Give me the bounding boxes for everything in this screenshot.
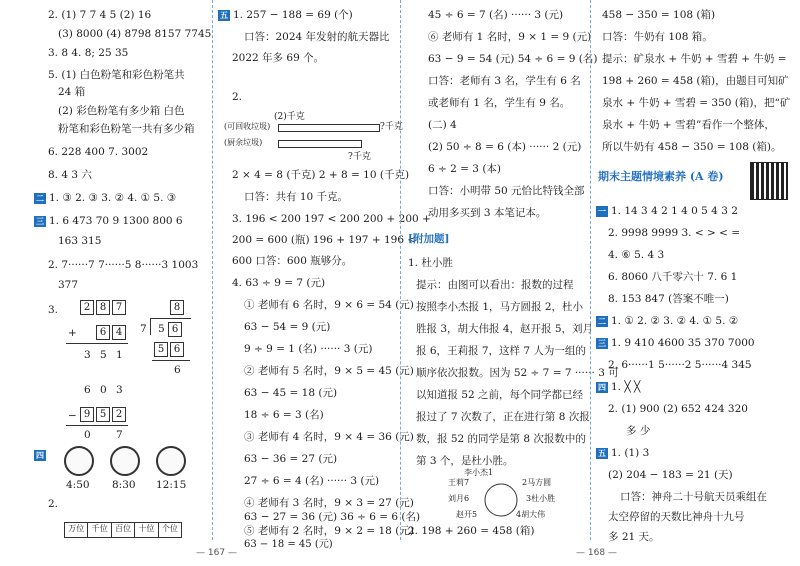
digit: 7	[140, 323, 147, 335]
answer-line: 600 口答：600 瓶够分。	[232, 255, 353, 267]
digit: 6	[84, 384, 91, 396]
hint-line: 顺序依次报数。因为 52 ÷ 7 = 7 ······ 3 可	[416, 367, 619, 379]
hint-line: 按照李小杰报 1，马方圆报 2，杜小	[416, 301, 584, 313]
answer-line: 粉笔和彩色粉笔一共有多少箱	[58, 123, 195, 135]
digit-box: 6	[96, 325, 110, 340]
answer-text: 1. ╳ ╳	[611, 381, 641, 393]
answer-line: 6. 228 400 7. 3002	[48, 146, 149, 158]
difference-line	[66, 425, 128, 426]
answer-line: 多 21 天。	[608, 531, 660, 543]
section-tag: 三	[36, 217, 44, 226]
abacus	[64, 522, 182, 538]
answer-line: 2. (1) 7 7 4 5 (2) 16	[48, 9, 152, 21]
answer-line: 口答：共有 10 千克。	[244, 191, 349, 203]
clock-icon	[64, 446, 94, 476]
answer-line: 口答：小明带 50 元恰比特钱全部	[428, 185, 585, 197]
clock-icon	[156, 446, 186, 476]
minus-sign: −	[68, 410, 77, 422]
answer-line: 口答：2024 年发射的航天器比	[244, 31, 390, 43]
bar-segment	[278, 124, 380, 132]
circle-label: 赵开5	[456, 510, 478, 519]
digit-box: 8	[170, 300, 184, 315]
abacus-label: 万位	[65, 523, 88, 537]
bar-segment	[278, 140, 362, 148]
digit-box: 6	[168, 322, 182, 337]
answer-line: 2 × 4 = 8 (千克) 2 + 8 = 10 (千克)	[232, 169, 410, 181]
digit-box: 6	[170, 342, 184, 357]
answer-line: 5. (1) 白色粉笔和彩色粉笔共	[48, 69, 185, 81]
hint-line: 泉水 + 牛奶 + 雪碧”看作一个整体，	[602, 119, 775, 131]
hint-line: 报过了 7 次数了，正在进行第 8 次报	[416, 411, 590, 423]
answer-line: 口答：老师有 3 名，学生有 6 名	[428, 75, 581, 87]
answer-line: 3.	[48, 304, 59, 316]
answer-line: 2. 7······7 7······5 8······3 1003	[48, 259, 199, 271]
section-marker	[34, 448, 49, 462]
digit: 7	[116, 429, 123, 441]
answer-line: 63 − 27 = 36 (元) 36 ÷ 6 = 6 (名)	[244, 511, 421, 523]
digit: 0	[84, 429, 91, 441]
circle-label: 王莉7	[448, 478, 470, 487]
answer-line: 2. 6······1 5······2 5······4 345	[608, 359, 752, 371]
answer-line: 2. 9998 9999 3. < > < =	[608, 227, 741, 239]
abacus-label: 十位	[135, 523, 158, 537]
answer-line: 动用多买到 3 本笔记本。	[428, 207, 547, 219]
answer-line: 2.	[48, 498, 59, 510]
answer-line: (2) 彩色粉笔有多少箱 白色	[58, 105, 185, 117]
plus-sign: +	[68, 327, 77, 339]
digit: 5	[158, 323, 165, 335]
answer-line: ② 老师有 5 名时，9 × 5 = 45 (元)	[244, 365, 414, 377]
clock-label: 8:30	[112, 479, 136, 491]
page-number: — 168 —	[576, 548, 617, 558]
answer-line: ④ 老师有 3 名时，9 × 3 = 27 (元)	[244, 497, 414, 509]
answer-line: 3. 196 < 200 197 < 200 200 + 200 +	[232, 213, 431, 225]
answer-line	[596, 446, 649, 460]
sum-line	[66, 343, 128, 344]
circle-label: 2马方圆	[522, 478, 552, 487]
hint-line: 提示：矿泉水 + 牛奶 + 雪碧 + 牛奶 =	[602, 53, 787, 65]
hint-line: 数，报 52 的同学是第 8 次报数中的	[416, 433, 586, 445]
figure-label: (2)千克	[274, 112, 305, 122]
answer-line	[34, 191, 176, 205]
digit-box: 9	[80, 407, 94, 422]
figure-label: ?千克	[380, 122, 403, 132]
digit: 3	[84, 349, 91, 361]
answer-line: ⑤ 老师有 2 名时，9 × 2 = 18 (元)	[244, 525, 414, 537]
figure-label: (可回收垃圾)	[224, 122, 271, 131]
hint-line: 提示：由图可以看出：报数的过程	[416, 279, 574, 291]
answer-line: 2022 年多 69 个。	[232, 52, 325, 64]
answer-line	[596, 314, 738, 328]
section-tag: 一	[598, 207, 606, 216]
answer-line: 4. 63 ÷ 9 = 7 (元)	[232, 277, 326, 289]
abacus-label: 百位	[112, 523, 135, 537]
answer-line: ⑥ 老师有 1 名时，9 × 1 = 9 (元)	[428, 31, 592, 43]
answer-line: 200 = 600 (瓶) 196 + 197 + 196 <	[232, 234, 417, 246]
answer-line: 458 − 350 = 108 (箱)	[602, 9, 716, 21]
answer-text: 1. ③ 2. ③ 3. ② 4. ① 5. ③	[49, 192, 177, 204]
clock-label: 12:15	[156, 479, 187, 491]
hint-line: 泉水 + 牛奶 + 雪碧 = 350 (箱)，把“矿	[602, 97, 791, 109]
section-tag: 四	[36, 451, 44, 460]
section-title: 期末主题情境素养 (A 卷)	[598, 170, 724, 183]
answer-line	[596, 336, 755, 350]
column-divider	[590, 0, 591, 540]
column-4	[596, 0, 796, 545]
column-divider	[400, 0, 401, 540]
answer-line	[34, 214, 183, 228]
hint-line: 第 3 个，是杜小胜。	[416, 455, 514, 467]
digit-box: 2	[112, 407, 126, 422]
answer-line: (二) 4	[428, 119, 457, 131]
answer-line: (3) 8000 (4) 8798 8157 7745	[58, 28, 212, 40]
digit-box: 8	[96, 300, 110, 315]
section-tag: 二	[36, 194, 44, 203]
qr-code-icon	[750, 162, 788, 200]
answer-line: 63 − 54 = 9 (元)	[244, 321, 331, 333]
answer-line: 63 − 45 = 18 (元)	[244, 387, 338, 399]
abacus-label: 个位	[161, 524, 178, 533]
answer-line: 63 − 18 = 45 (元)	[244, 539, 333, 550]
answer-line: 8. 4 3 六	[48, 169, 92, 181]
circle-label: 李小杰1	[464, 468, 494, 477]
answer-line: 或老师有 1 名，学生有 9 名。	[428, 97, 571, 109]
section-tag: 五	[220, 11, 228, 20]
answer-line: 8. 153 847 (答案不唯一)	[608, 293, 729, 305]
answer-line: 377	[58, 279, 79, 291]
section-tag: 二	[598, 317, 606, 326]
abacus-label: 千位	[88, 523, 111, 537]
answer-line	[596, 204, 738, 218]
digit-box: 5	[154, 342, 168, 357]
figure-label: ?千克	[348, 152, 371, 162]
digit: 1	[116, 349, 123, 361]
digit-box: 7	[112, 300, 126, 315]
hint-line: 报 6，王莉报 7，这样 7 人为一组的	[416, 345, 586, 357]
answer-line: 多 少	[626, 425, 651, 437]
answer-line: 3. 8 4. 8; 25 35	[48, 47, 129, 59]
clock-icon	[110, 446, 140, 476]
section-tag: 四	[598, 383, 606, 392]
answer-line: 9 ÷ 9 = 1 (名) ······ 3 (元)	[244, 343, 373, 355]
answer-line: 1. 杜小胜	[408, 257, 453, 269]
answer-line: 163 315	[58, 235, 102, 247]
answer-line: 2. (1) 900 (2) 652 424 320	[608, 403, 748, 415]
answer-line: 6. 8060 八千零六十 7. 6 1	[608, 271, 738, 283]
circle-label: 3杜小胜	[526, 494, 556, 503]
answer-line: 63 − 9 = 54 (元) 54 ÷ 6 = 9 (名)	[428, 53, 598, 65]
page-number: — 167 —	[196, 548, 237, 558]
answer-line: 4. ⑥ 5. 4 3	[608, 249, 665, 261]
answer-line: 2.	[232, 91, 243, 103]
digit: 5	[100, 349, 107, 361]
answer-line: 太空停留的天数比神舟十九号	[608, 511, 745, 523]
column-1	[28, 0, 212, 545]
digit: 3	[116, 384, 123, 396]
digit: 6	[174, 364, 181, 376]
answer-line: 2. 198 + 260 = 458 (箱)	[408, 525, 535, 537]
answer-line: ① 老师有 6 名时，9 × 6 = 54 (元)	[244, 299, 414, 311]
answer-text: 1. ① 2. ② 3. ② 4. ① 5. ②	[611, 315, 739, 327]
answer-text: 1. 14 3 4 2 1 4 0 5 4 3 2	[611, 205, 738, 217]
answer-line: ③ 老师有 4 名时，9 × 4 = 36 (元)	[244, 431, 414, 443]
circle-label: 刘月6	[448, 494, 470, 503]
digit: 0	[100, 384, 107, 396]
column-3	[404, 0, 619, 545]
section-title: [附加题]	[408, 233, 450, 245]
column-divider	[212, 0, 213, 540]
answer-line: 口答：牛奶有 108 箱。	[602, 31, 713, 43]
answer-text: 1. 257 − 188 = 69 (个)	[233, 9, 353, 21]
hint-line: 胜报 3，胡大伟报 4，赵开报 5，刘月	[416, 323, 594, 335]
answer-line: 27 ÷ 6 = 4 (名) ······ 3 (元)	[244, 475, 380, 487]
answer-line: 63 − 36 = 27 (元)	[244, 453, 338, 465]
answer-line: 18 ÷ 6 = 3 (名)	[244, 409, 324, 421]
hint-line: 198 + 260 = 458 (箱)，由题目可知矿	[602, 75, 789, 87]
division-line	[152, 360, 190, 361]
answer-line: 口答：神舟二十号航天员乘组在	[620, 491, 767, 503]
answer-text: 1. 9 410 4600 35 370 7000	[611, 337, 755, 349]
circle-label: 4胡大伟	[516, 510, 546, 519]
hint-line: 以知道报 52 之前，每个同学都已经	[416, 389, 584, 401]
answer-line	[218, 8, 353, 22]
figure-label: (厨余垃圾)	[224, 138, 263, 147]
answer-text: 1. (1) 3	[611, 447, 650, 459]
answer-line	[596, 380, 640, 394]
answer-line: 6 ÷ 2 = 3 (本)	[428, 163, 502, 175]
digit-box: 5	[96, 407, 110, 422]
answer-line: 24 箱	[58, 86, 86, 98]
answer-line: 45 ÷ 6 = 7 (名) ······ 3 (元)	[428, 9, 564, 21]
answer-line: (2) 50 ÷ 8 = 6 (本) ······ 2 (元)	[428, 141, 582, 153]
digit-box: 2	[80, 300, 94, 315]
answer-text: 1. 6 473 70 9 1300 800 6	[49, 215, 183, 227]
section-tag: 五	[598, 449, 606, 458]
digit-box: 4	[112, 325, 126, 340]
clock-label: 4:50	[66, 479, 90, 491]
section-tag: 三	[598, 339, 606, 348]
hint-line: 所以牛奶有 458 − 350 = 108 (箱)。	[602, 141, 782, 153]
answer-line: (2) 204 − 183 = 21 (天)	[608, 469, 733, 481]
